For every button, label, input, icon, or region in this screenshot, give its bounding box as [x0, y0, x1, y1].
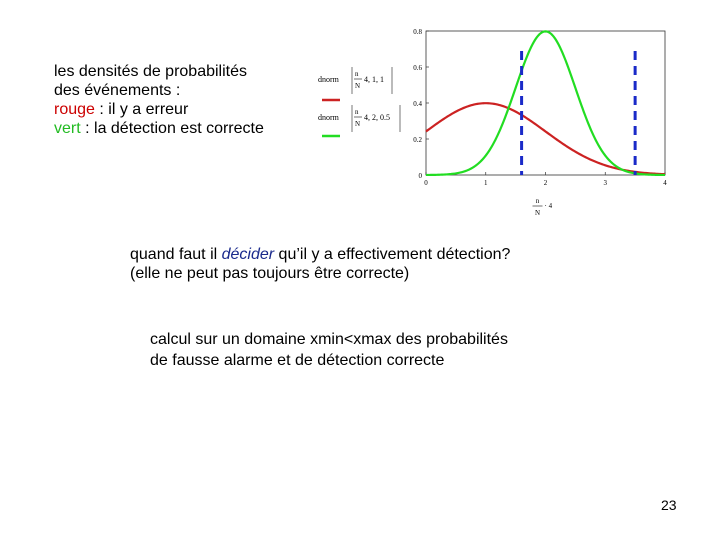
chart-legend — [316, 60, 408, 150]
legend-green-fn: dnorm — [318, 113, 339, 122]
decider-word: décider — [221, 246, 275, 263]
calc-line-1: calcul sur un domaine xmin<xmax des probabilités — [150, 331, 508, 348]
x-tick-label: 2 — [543, 179, 548, 187]
y-tick-label: 0.8 — [413, 28, 422, 36]
density-curve-2 — [426, 31, 665, 175]
x-tick-label: 4 — [663, 179, 667, 187]
density-chart — [398, 18, 678, 223]
question-line-1 — [130, 245, 510, 264]
legend-green-frac-den: N — [355, 120, 361, 128]
x-label-num: n — [535, 197, 540, 205]
legend-red-args: 4, 1, 1 — [364, 75, 384, 84]
question-part-1: quand faut il — [130, 246, 222, 263]
y-tick-label: 0 — [418, 172, 422, 180]
legend-red-fn: dnorm — [318, 75, 339, 84]
red-rest: : il y a erreur — [94, 101, 189, 118]
plot-frame — [426, 31, 665, 175]
y-tick-label: 0.2 — [413, 136, 422, 144]
x-tick-label: 1 — [484, 179, 488, 187]
calc-line-2: de fausse alarme et de détection correcte — [150, 352, 445, 369]
y-tick-label: 0.6 — [413, 64, 422, 72]
intro-line-2: des événements : — [54, 82, 181, 99]
x-tick-label: 0 — [424, 179, 428, 187]
intro-line-red — [54, 100, 264, 119]
x-tick-label: 3 — [603, 179, 607, 187]
density-curve-1 — [426, 103, 665, 174]
legend-red-frac-num: n — [355, 70, 359, 78]
question-line-2: (elle ne peut pas toujours être correcte) — [130, 265, 410, 282]
green-word: vert — [54, 120, 81, 137]
x-label-suffix: · 4 — [544, 202, 553, 210]
intro-text — [54, 62, 264, 138]
x-label-den: N — [534, 209, 541, 217]
legend-green-frac-num: n — [355, 108, 359, 116]
page-number: 23 — [661, 497, 677, 513]
legend-green-args: 4, 2, 0.5 — [364, 113, 390, 122]
question-part-2: qu’il y a effectivement détection? — [274, 246, 511, 263]
y-tick-label: 0.4 — [413, 100, 422, 108]
red-word: rouge — [54, 101, 95, 118]
intro-line-1: les densités de probabilités — [54, 63, 248, 80]
green-rest: : la détection est correcte — [80, 120, 264, 137]
legend-red-frac-den: N — [355, 82, 361, 90]
intro-line-green — [54, 119, 264, 138]
